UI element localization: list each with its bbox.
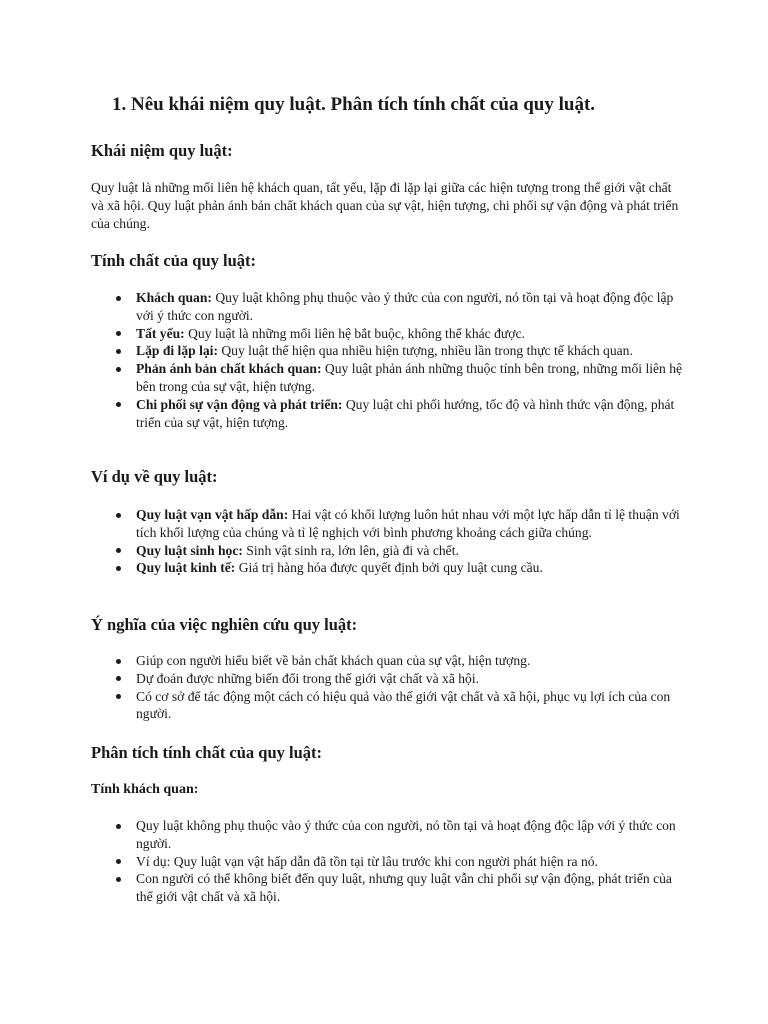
list-item — [136, 360, 684, 396]
page-title: 1. Nêu khái niệm quy luật. Phân tích tính chất của quy luật. — [112, 94, 596, 115]
list-item-text: Hai vật có khối lượng luôn hút nhau với một lực hấp dẫn tỉ lệ thuận với tích khối lượng của chúng và tỉ lệ nghịch với bình phương khoảng cách giữa chúng. — [136, 507, 680, 540]
list-item-term: Phản ánh bản chất khách quan: — [136, 361, 322, 377]
list-item: Giúp con người hiểu biết về bản chất khách quan của sự vật, hiện tượng. — [136, 652, 684, 670]
concept-heading: Khái niệm quy luật: — [91, 141, 233, 160]
list-item — [136, 342, 684, 360]
list-item-text: Quy luật không phụ thuộc vào ý thức của con người, nó tồn tại và hoạt động độc lập với ý thức con người. — [136, 290, 674, 323]
list-item-term: Quy luật kinh tế: — [136, 560, 236, 576]
list-item — [136, 542, 684, 560]
list-item-text: Quy luật chi phối hướng, tốc độ và hình thức vận động, phát triển của sự vật, hiện tượng. — [136, 396, 675, 430]
analysis-subheading: Tính khách quan: — [91, 782, 199, 797]
list-item: Ví dụ: Quy luật vạn vật hấp dẫn đã tồn tại từ lâu trước khi con người phát hiện ra nó. — [136, 853, 684, 871]
list-item: Quy luật không phụ thuộc vào ý thức của con người, nó tồn tại và hoạt động độc lập với ý thức con người. — [136, 817, 684, 853]
significance-list — [91, 652, 736, 723]
list-item — [136, 289, 684, 325]
list-item: Có cơ sở để tác động một cách có hiệu quả vào thế giới vật chất và xã hội, phục vụ lợi ích của con người. — [136, 688, 684, 724]
list-item-term: Quy luật sinh học: — [136, 542, 243, 558]
list-item-term: Khách quan: — [136, 290, 212, 305]
significance-heading: Ý nghĩa của việc nghiên cứu quy luật: — [91, 615, 358, 634]
examples-heading: Ví dụ về quy luật: — [91, 467, 218, 486]
list-item-term: Tất yếu: — [136, 325, 185, 341]
list-item-term: Chi phối sự vận động và phát triển: — [136, 396, 343, 412]
list-item-text: Sinh vật sinh ra, lớn lên, già đi và chết. — [242, 542, 459, 558]
list-item — [136, 559, 684, 577]
list-item-text: Quy luật là những mối liên hệ bắt buộc, không thể khác được. — [184, 325, 525, 341]
list-item: Dự đoán được những biến đổi trong thế giới vật chất và xã hội. — [136, 670, 684, 688]
list-item — [136, 506, 684, 542]
list-item-term: Lặp đi lặp lại: — [136, 343, 218, 359]
analysis-heading: Phân tích tính chất của quy luật: — [91, 743, 323, 762]
list-item-text: Quy luật thể hiện qua nhiều hiện tượng, nhiều lần trong thực tế khách quan. — [217, 343, 633, 359]
list-item-text: Quy luật phản ánh những thuộc tính bên trong, những mối liên hệ bên trong của sự vật, hiện tượng. — [136, 361, 683, 394]
properties-heading: Tính chất của quy luật: — [91, 251, 257, 270]
concept-paragraph: Quy luật là những mối liên hệ khách quan, tất yếu, lặp đi lặp lại giữa các hiện tượng trong thế giới vật chất và xã hội. Quy luật phản ánh bản chất khách quan của sự vật, hiện tượng, chi phối sự vận động và phát triển của chúng. — [91, 180, 679, 231]
list-item-term: Quy luật vạn vật hấp dẫn: — [136, 507, 289, 522]
list-item — [136, 396, 684, 432]
properties-list — [91, 289, 736, 431]
analysis-list — [91, 817, 736, 906]
list-item-text: Giá trị hàng hóa được quyết định bởi quy luật cung cầu. — [235, 560, 543, 576]
list-item: Con người có thể không biết đến quy luật, nhưng quy luật vẫn chi phối sự vận động, phát triển của thế giới vật chất và xã hội. — [136, 870, 684, 906]
examples-list — [91, 506, 736, 577]
list-item — [136, 325, 684, 343]
